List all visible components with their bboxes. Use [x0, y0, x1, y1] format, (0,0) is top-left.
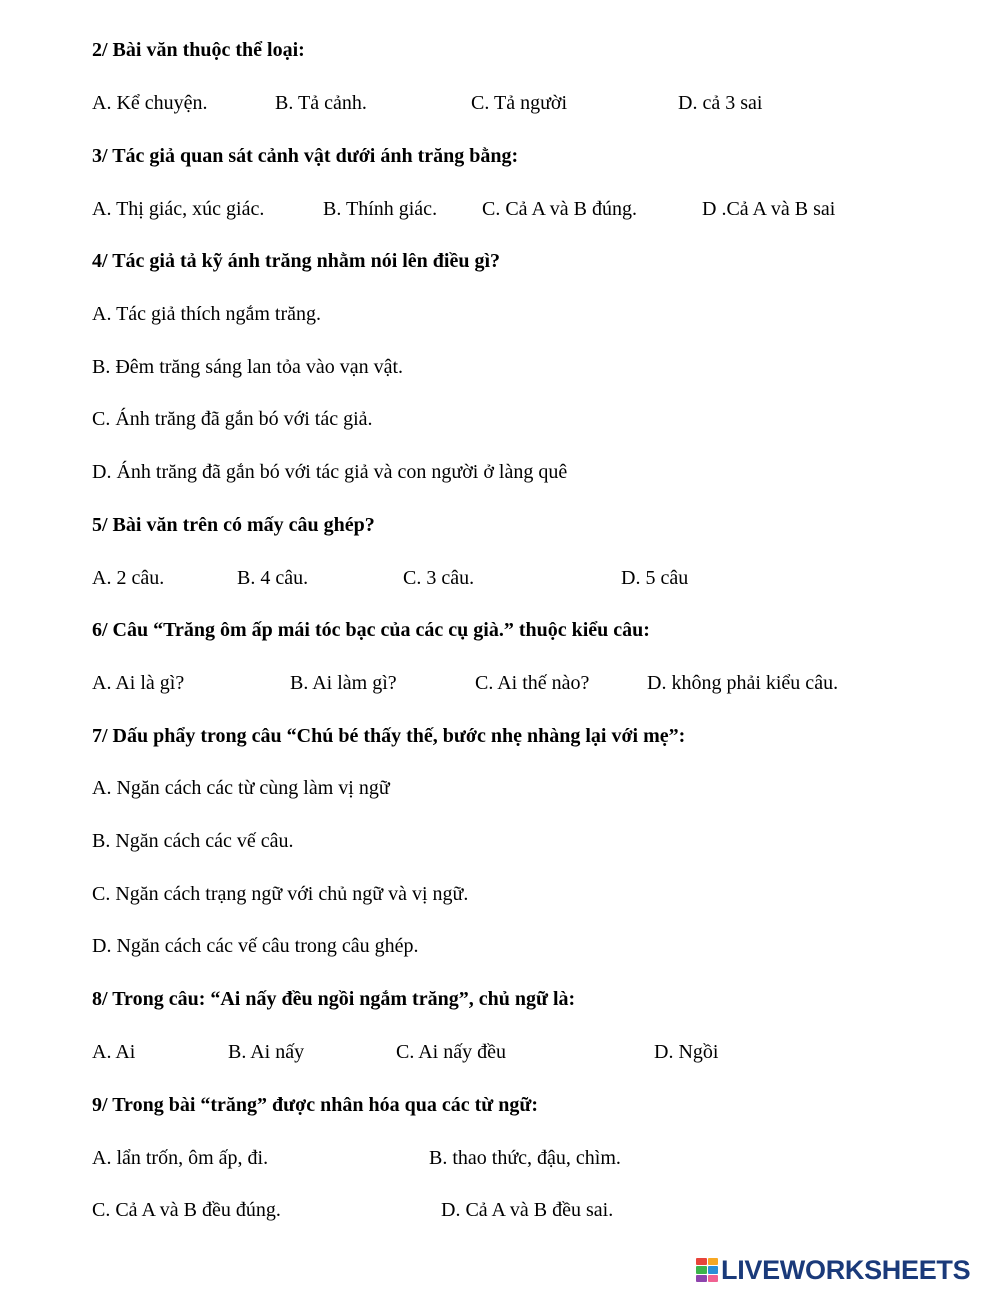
question-5-option-d[interactable]: D. 5 câu — [621, 567, 689, 589]
liveworksheets-logo — [696, 1255, 970, 1285]
question-4-option-d[interactable]: D. Ánh trăng đã gắn bó với tác giả và con người ở làng quê — [92, 461, 568, 483]
question-2-option-b[interactable]: B. Tả cảnh. — [275, 92, 367, 114]
question-4-option-a[interactable]: A. Tác giả thích ngắm trăng. — [92, 303, 322, 325]
question-4-option-b[interactable]: B. Đêm trăng sáng lan tỏa vào vạn vật. — [92, 356, 404, 378]
question-2-option-d[interactable]: D. cả 3 sai — [678, 92, 763, 114]
question-6-option-a[interactable]: A. Ai là gì? — [92, 672, 185, 694]
question-5-option-c[interactable]: C. 3 câu. — [403, 567, 475, 589]
question-7-option-d[interactable]: D. Ngăn cách các vế câu trong câu ghép. — [92, 935, 419, 957]
question-5-option-a[interactable]: A. 2 câu. — [92, 567, 165, 589]
question-9-option-b[interactable]: B. thao thức, đậu, chìm. — [429, 1147, 621, 1169]
question-2-option-c[interactable]: C. Tả người — [471, 92, 568, 114]
question-8-option-d[interactable]: D. Ngồi — [654, 1041, 719, 1063]
question-9-option-d[interactable]: D. Cả A và B đều sai. — [441, 1199, 614, 1221]
question-3-option-a[interactable]: A. Thị giác, xúc giác. — [92, 198, 265, 220]
question-2-option-a[interactable]: A. Kể chuyện. — [92, 92, 208, 114]
question-8-option-b[interactable]: B. Ai nấy — [228, 1041, 305, 1063]
question-8-option-a[interactable]: A. Ai — [92, 1041, 136, 1063]
question-3-title: 3/ Tác giả quan sát cảnh vật dưới ánh trăng bằng: — [92, 145, 519, 167]
question-9-option-a[interactable]: A. lẩn trốn, ôm ấp, đi. — [92, 1147, 269, 1169]
question-7-title: 7/ Dấu phẩy trong câu “Chú bé thấy thế, bước nhẹ nhàng lại với mẹ”: — [92, 725, 686, 747]
question-5-option-b[interactable]: B. 4 câu. — [237, 567, 309, 589]
question-3-option-c[interactable]: C. Cả A và B đúng. — [482, 198, 638, 220]
liveworksheets-logo-icon — [696, 1258, 718, 1282]
question-8-title: 8/ Trong câu: “Ai nấy đều ngồi ngắm trăng”, chủ ngữ là: — [92, 988, 576, 1010]
question-2-title: 2/ Bài văn thuộc thể loại: — [92, 39, 305, 61]
question-7-option-c[interactable]: C. Ngăn cách trạng ngữ với chủ ngữ và vị ngữ. — [92, 883, 469, 905]
question-6-option-c[interactable]: C. Ai thế nào? — [475, 672, 590, 694]
question-7-option-b[interactable]: B. Ngăn cách các vế câu. — [92, 830, 294, 852]
question-7-option-a[interactable]: A. Ngăn cách các từ cùng làm vị ngữ — [92, 777, 390, 799]
question-6-title: 6/ Câu “Trăng ôm ấp mái tóc bạc của các cụ già.” thuộc kiểu câu: — [92, 619, 650, 641]
question-4-option-c[interactable]: C. Ánh trăng đã gắn bó với tác giả. — [92, 408, 373, 430]
question-6-option-b[interactable]: B. Ai làm gì? — [290, 672, 397, 694]
question-3-option-d[interactable]: D .Cả A và B sai — [702, 198, 836, 220]
question-4-title: 4/ Tác giả tả kỹ ánh trăng nhằm nói lên điều gì? — [92, 250, 501, 272]
question-3-option-b[interactable]: B. Thính giác. — [323, 198, 438, 220]
question-9-title: 9/ Trong bài “trăng” được nhân hóa qua các từ ngữ: — [92, 1094, 539, 1116]
liveworksheets-logo-text: LIVEWORKSHEETS — [721, 1254, 971, 1285]
question-9-option-c[interactable]: C. Cả A và B đều đúng. — [92, 1199, 281, 1221]
question-6-option-d[interactable]: D. không phải kiểu câu. — [647, 672, 839, 694]
question-5-title: 5/ Bài văn trên có mấy câu ghép? — [92, 514, 375, 536]
question-8-option-c[interactable]: C. Ai nấy đều — [396, 1041, 506, 1063]
